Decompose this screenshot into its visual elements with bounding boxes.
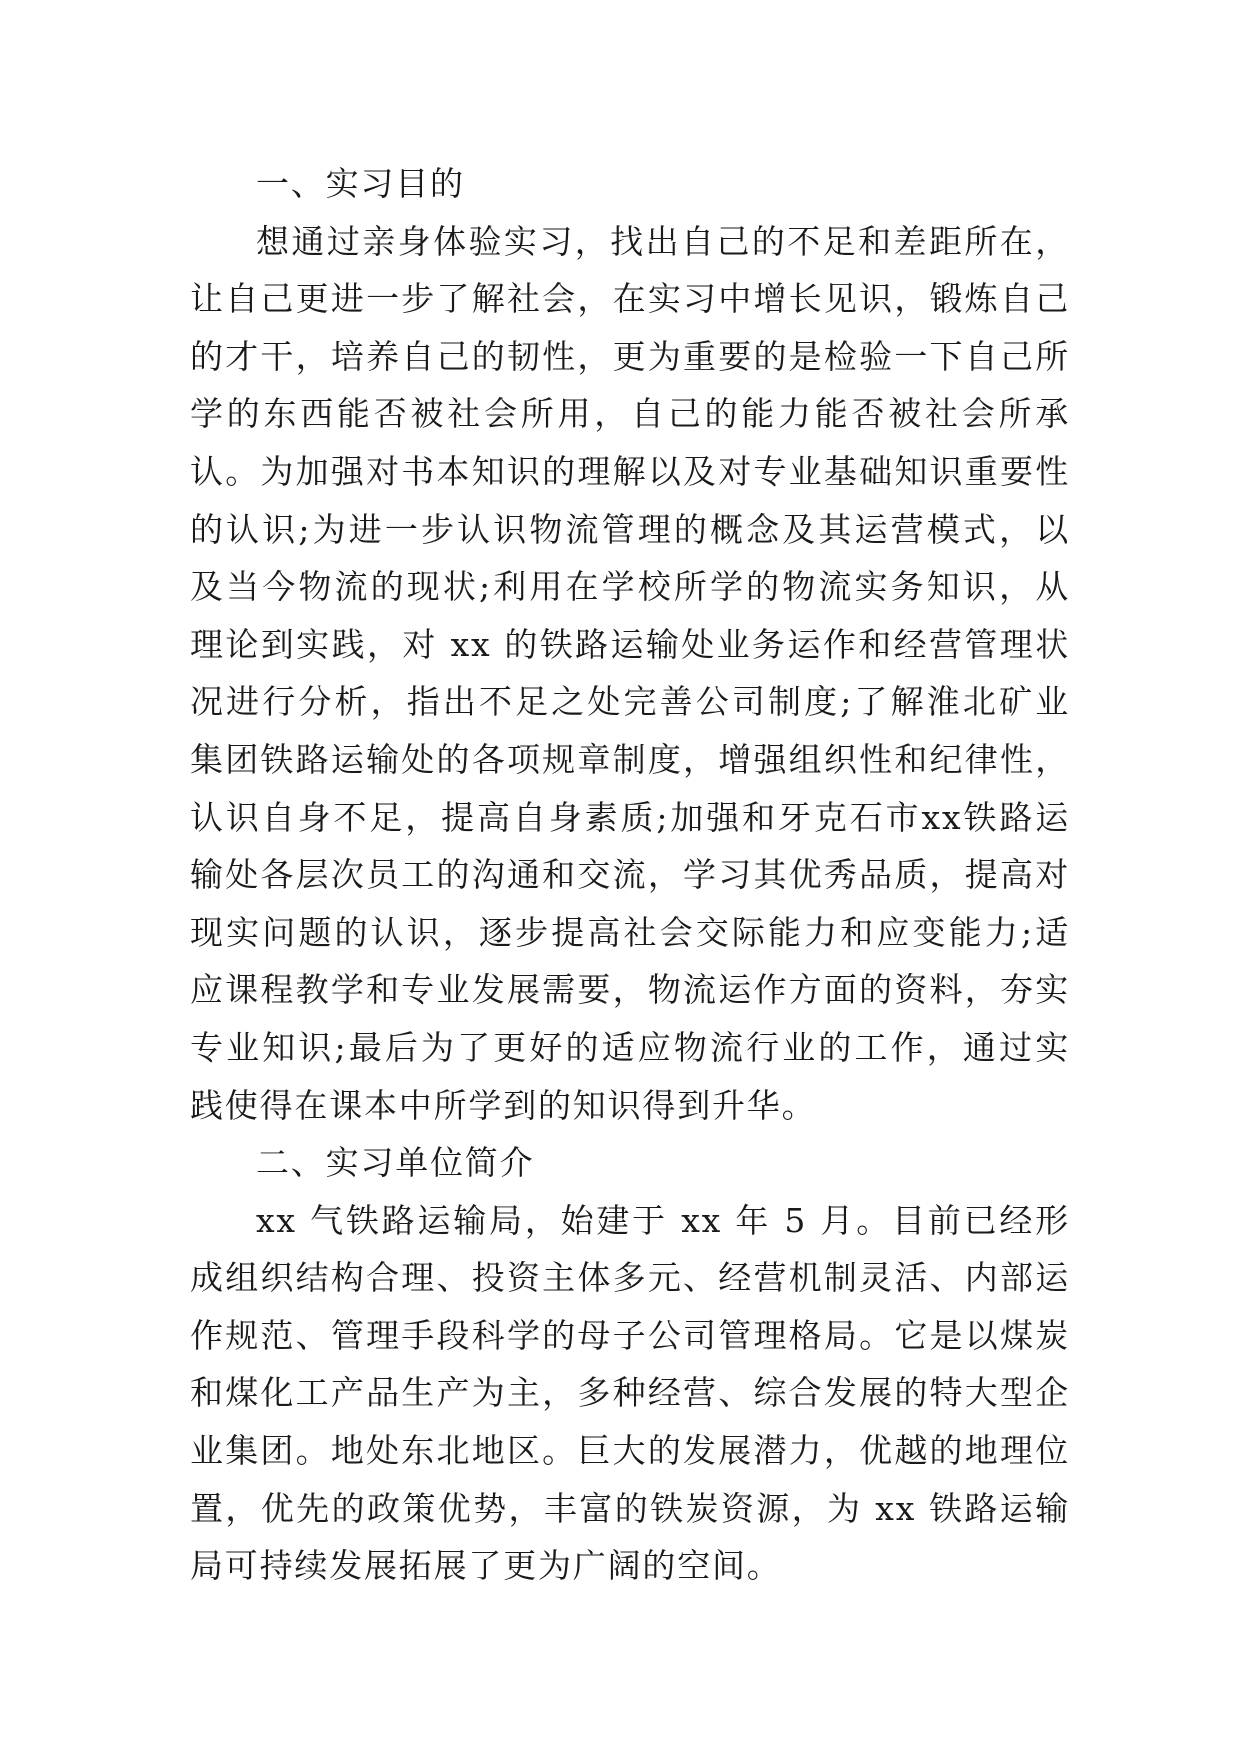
section1-heading: 一、实习目的: [256, 164, 465, 203]
section2-paragraph: xx 气铁路运输局，始建于 xx 年 5 月。目前已经形成组织结构合理、投资主体多元、经营机制灵活、内部运作规范、管理手段科学的母子公司管理格局。它是以煤炭和煤化工产品生产为主，多种经营、综合发展的特大型企业集团。地处东北地区。巨大的发展潜力，优越的地理位置，优先的政策优势，丰富的铁炭资源，为 xx 铁路运输局可持续发展拓展了更为广阔的空间。: [190, 1200, 1070, 1586]
section1-paragraph: 想通过亲身体验实习，找出自己的不足和差距所在，让自己更进一步了解社会，在实习中增长见识，锻炼自己的才干，培养自己的韧性，更为重要的是检验一下自己所学的东西能否被社会所用，自己的能力能否被社会所承认。为加强对书本知识的理解以及对专业基础知识重要性的认识;为进一步认识物流管理的概念及其运营模式，以及当今物流的现状;利用在学校所学的物流实务知识，从理论到实践，对 xx 的铁路运输处业务运作和经营管理状况进行分析，指出不足之处完善公司制度;了解淮北矿业集团铁路运输处的各项规章制度，增强组织性和纪律性，认识自身不足，提高自身素质;加强和牙克石市xx铁路运输处各层次员工的沟通和交流，学习其优秀品质，提高对现实问题的认识，逐步提高社会交际能力和应变能力;适应课程教学和专业发展需要，物流运作方面的资料，夯实专业知识;最后为了更好的适应物流行业的工作，通过实践使得在课本中所学到的知识得到升华。: [190, 221, 1070, 1125]
document-body: [190, 155, 1070, 1595]
section2-heading: 二、实习单位简介: [256, 1143, 535, 1183]
